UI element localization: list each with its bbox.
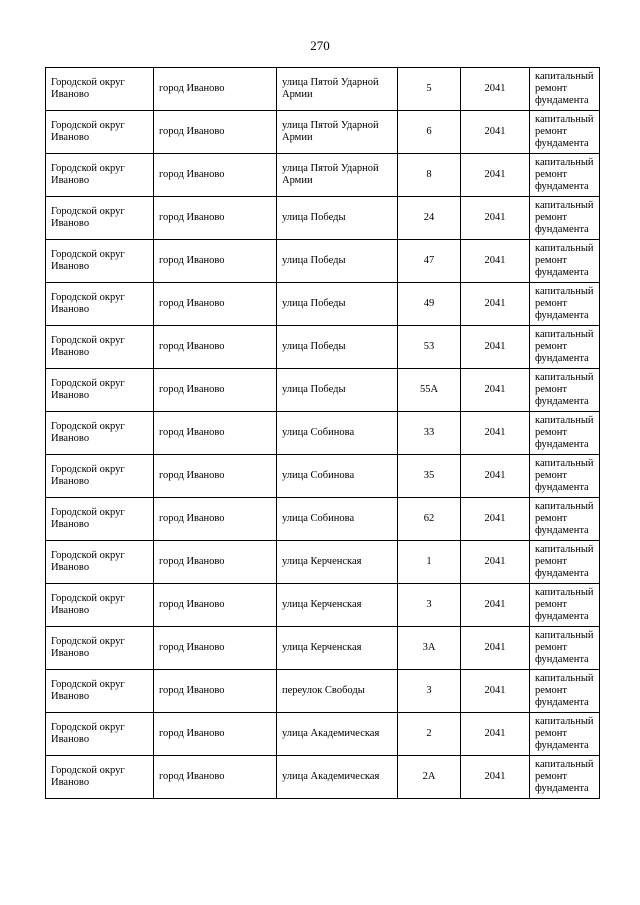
cell-planned-year: 2041: [461, 498, 530, 541]
cell-work-type: капитальный ремонт фундамента: [530, 455, 600, 498]
cell-work-type: капитальный ремонт фундамента: [530, 756, 600, 799]
cell-house-number: 47: [398, 240, 461, 283]
cell-municipal-district: Городской округ Иваново: [46, 369, 154, 412]
cell-house-number: 53: [398, 326, 461, 369]
cell-house-number: 2А: [398, 756, 461, 799]
cell-work-type: капитальный ремонт фундамента: [530, 412, 600, 455]
table-row: [46, 68, 600, 111]
cell-house-number: 62: [398, 498, 461, 541]
cell-work-type: капитальный ремонт фундамента: [530, 584, 600, 627]
cell-planned-year: 2041: [461, 670, 530, 713]
cell-municipal-district: Городской округ Иваново: [46, 541, 154, 584]
table-row: [46, 713, 600, 756]
cell-work-type: капитальный ремонт фундамента: [530, 713, 600, 756]
cell-house-number: 2: [398, 713, 461, 756]
cell-settlement: город Иваново: [154, 412, 277, 455]
cell-planned-year: 2041: [461, 283, 530, 326]
table-row: [46, 154, 600, 197]
cell-work-type: капитальный ремонт фундамента: [530, 498, 600, 541]
cell-house-number: 49: [398, 283, 461, 326]
table-row: [46, 627, 600, 670]
cell-house-number: 3: [398, 584, 461, 627]
cell-work-type: капитальный ремонт фундамента: [530, 68, 600, 111]
cell-work-type: капитальный ремонт фундамента: [530, 541, 600, 584]
cell-settlement: город Иваново: [154, 283, 277, 326]
cell-municipal-district: Городской округ Иваново: [46, 283, 154, 326]
table-row: [46, 111, 600, 154]
cell-settlement: город Иваново: [154, 197, 277, 240]
table-row: [46, 756, 600, 799]
cell-settlement: город Иваново: [154, 756, 277, 799]
cell-work-type: капитальный ремонт фундамента: [530, 283, 600, 326]
table-row: [46, 240, 600, 283]
cell-street: улица Победы: [277, 369, 398, 412]
cell-street: улица Собинова: [277, 498, 398, 541]
cell-planned-year: 2041: [461, 369, 530, 412]
cell-street: улица Победы: [277, 197, 398, 240]
cell-planned-year: 2041: [461, 412, 530, 455]
cell-municipal-district: Городской округ Иваново: [46, 670, 154, 713]
table-row: [46, 541, 600, 584]
cell-house-number: 55А: [398, 369, 461, 412]
cell-house-number: 33: [398, 412, 461, 455]
cell-work-type: капитальный ремонт фундамента: [530, 670, 600, 713]
cell-planned-year: 2041: [461, 627, 530, 670]
cell-street: улица Керченская: [277, 627, 398, 670]
cell-municipal-district: Городской округ Иваново: [46, 154, 154, 197]
cell-work-type: капитальный ремонт фундамента: [530, 240, 600, 283]
cell-settlement: город Иваново: [154, 369, 277, 412]
cell-house-number: 3: [398, 670, 461, 713]
table-row: [46, 584, 600, 627]
cell-work-type: капитальный ремонт фундамента: [530, 627, 600, 670]
cell-settlement: город Иваново: [154, 455, 277, 498]
cell-planned-year: 2041: [461, 111, 530, 154]
cell-street: улица Победы: [277, 240, 398, 283]
cell-settlement: город Иваново: [154, 111, 277, 154]
cell-planned-year: 2041: [461, 584, 530, 627]
cell-municipal-district: Городской округ Иваново: [46, 498, 154, 541]
cell-settlement: город Иваново: [154, 670, 277, 713]
cell-settlement: город Иваново: [154, 326, 277, 369]
cell-street: улица Академическая: [277, 756, 398, 799]
cell-planned-year: 2041: [461, 240, 530, 283]
cell-street: переулок Свободы: [277, 670, 398, 713]
cell-settlement: город Иваново: [154, 154, 277, 197]
cell-planned-year: 2041: [461, 541, 530, 584]
cell-municipal-district: Городской округ Иваново: [46, 111, 154, 154]
cell-municipal-district: Городской округ Иваново: [46, 240, 154, 283]
cell-settlement: город Иваново: [154, 627, 277, 670]
cell-work-type: капитальный ремонт фундамента: [530, 111, 600, 154]
cell-municipal-district: Городской округ Иваново: [46, 455, 154, 498]
cell-house-number: 8: [398, 154, 461, 197]
cell-work-type: капитальный ремонт фундамента: [530, 197, 600, 240]
cell-street: улица Собинова: [277, 455, 398, 498]
cell-settlement: город Иваново: [154, 68, 277, 111]
cell-settlement: город Иваново: [154, 541, 277, 584]
cell-work-type: капитальный ремонт фундамента: [530, 369, 600, 412]
cell-street: улица Керченская: [277, 584, 398, 627]
cell-street: улица Пятой Ударной Армии: [277, 111, 398, 154]
cell-municipal-district: Городской округ Иваново: [46, 584, 154, 627]
cell-municipal-district: Городской округ Иваново: [46, 326, 154, 369]
page-number: 270: [310, 38, 330, 53]
cell-work-type: капитальный ремонт фундамента: [530, 326, 600, 369]
cell-settlement: город Иваново: [154, 498, 277, 541]
cell-house-number: 1: [398, 541, 461, 584]
cell-planned-year: 2041: [461, 326, 530, 369]
table-row: [46, 326, 600, 369]
cell-house-number: 6: [398, 111, 461, 154]
cell-settlement: город Иваново: [154, 240, 277, 283]
table-row: [46, 498, 600, 541]
cell-planned-year: 2041: [461, 455, 530, 498]
cell-street: улица Академическая: [277, 713, 398, 756]
cell-work-type: капитальный ремонт фундамента: [530, 154, 600, 197]
cell-street: улица Победы: [277, 283, 398, 326]
table-row: [46, 412, 600, 455]
cell-municipal-district: Городской округ Иваново: [46, 68, 154, 111]
cell-municipal-district: Городской округ Иваново: [46, 627, 154, 670]
cell-municipal-district: Городской округ Иваново: [46, 412, 154, 455]
cell-municipal-district: Городской округ Иваново: [46, 713, 154, 756]
cell-planned-year: 2041: [461, 756, 530, 799]
table-row: [46, 283, 600, 326]
cell-street: улица Победы: [277, 326, 398, 369]
cell-street: улица Собинова: [277, 412, 398, 455]
cell-municipal-district: Городской округ Иваново: [46, 756, 154, 799]
table-row: [46, 197, 600, 240]
cell-street: улица Керченская: [277, 541, 398, 584]
cell-street: улица Пятой Ударной Армии: [277, 154, 398, 197]
cell-house-number: 5: [398, 68, 461, 111]
table-row: [46, 455, 600, 498]
cell-planned-year: 2041: [461, 197, 530, 240]
cell-house-number: 3А: [398, 627, 461, 670]
cell-municipal-district: Городской округ Иваново: [46, 197, 154, 240]
cell-house-number: 24: [398, 197, 461, 240]
cell-planned-year: 2041: [461, 68, 530, 111]
table-body: [46, 68, 600, 799]
table-row: [46, 670, 600, 713]
cell-street: улица Пятой Ударной Армии: [277, 68, 398, 111]
table-row: [46, 369, 600, 412]
cell-planned-year: 2041: [461, 713, 530, 756]
cell-house-number: 35: [398, 455, 461, 498]
cell-planned-year: 2041: [461, 154, 530, 197]
cell-settlement: город Иваново: [154, 584, 277, 627]
repair-schedule-table: [45, 67, 600, 799]
cell-settlement: город Иваново: [154, 713, 277, 756]
